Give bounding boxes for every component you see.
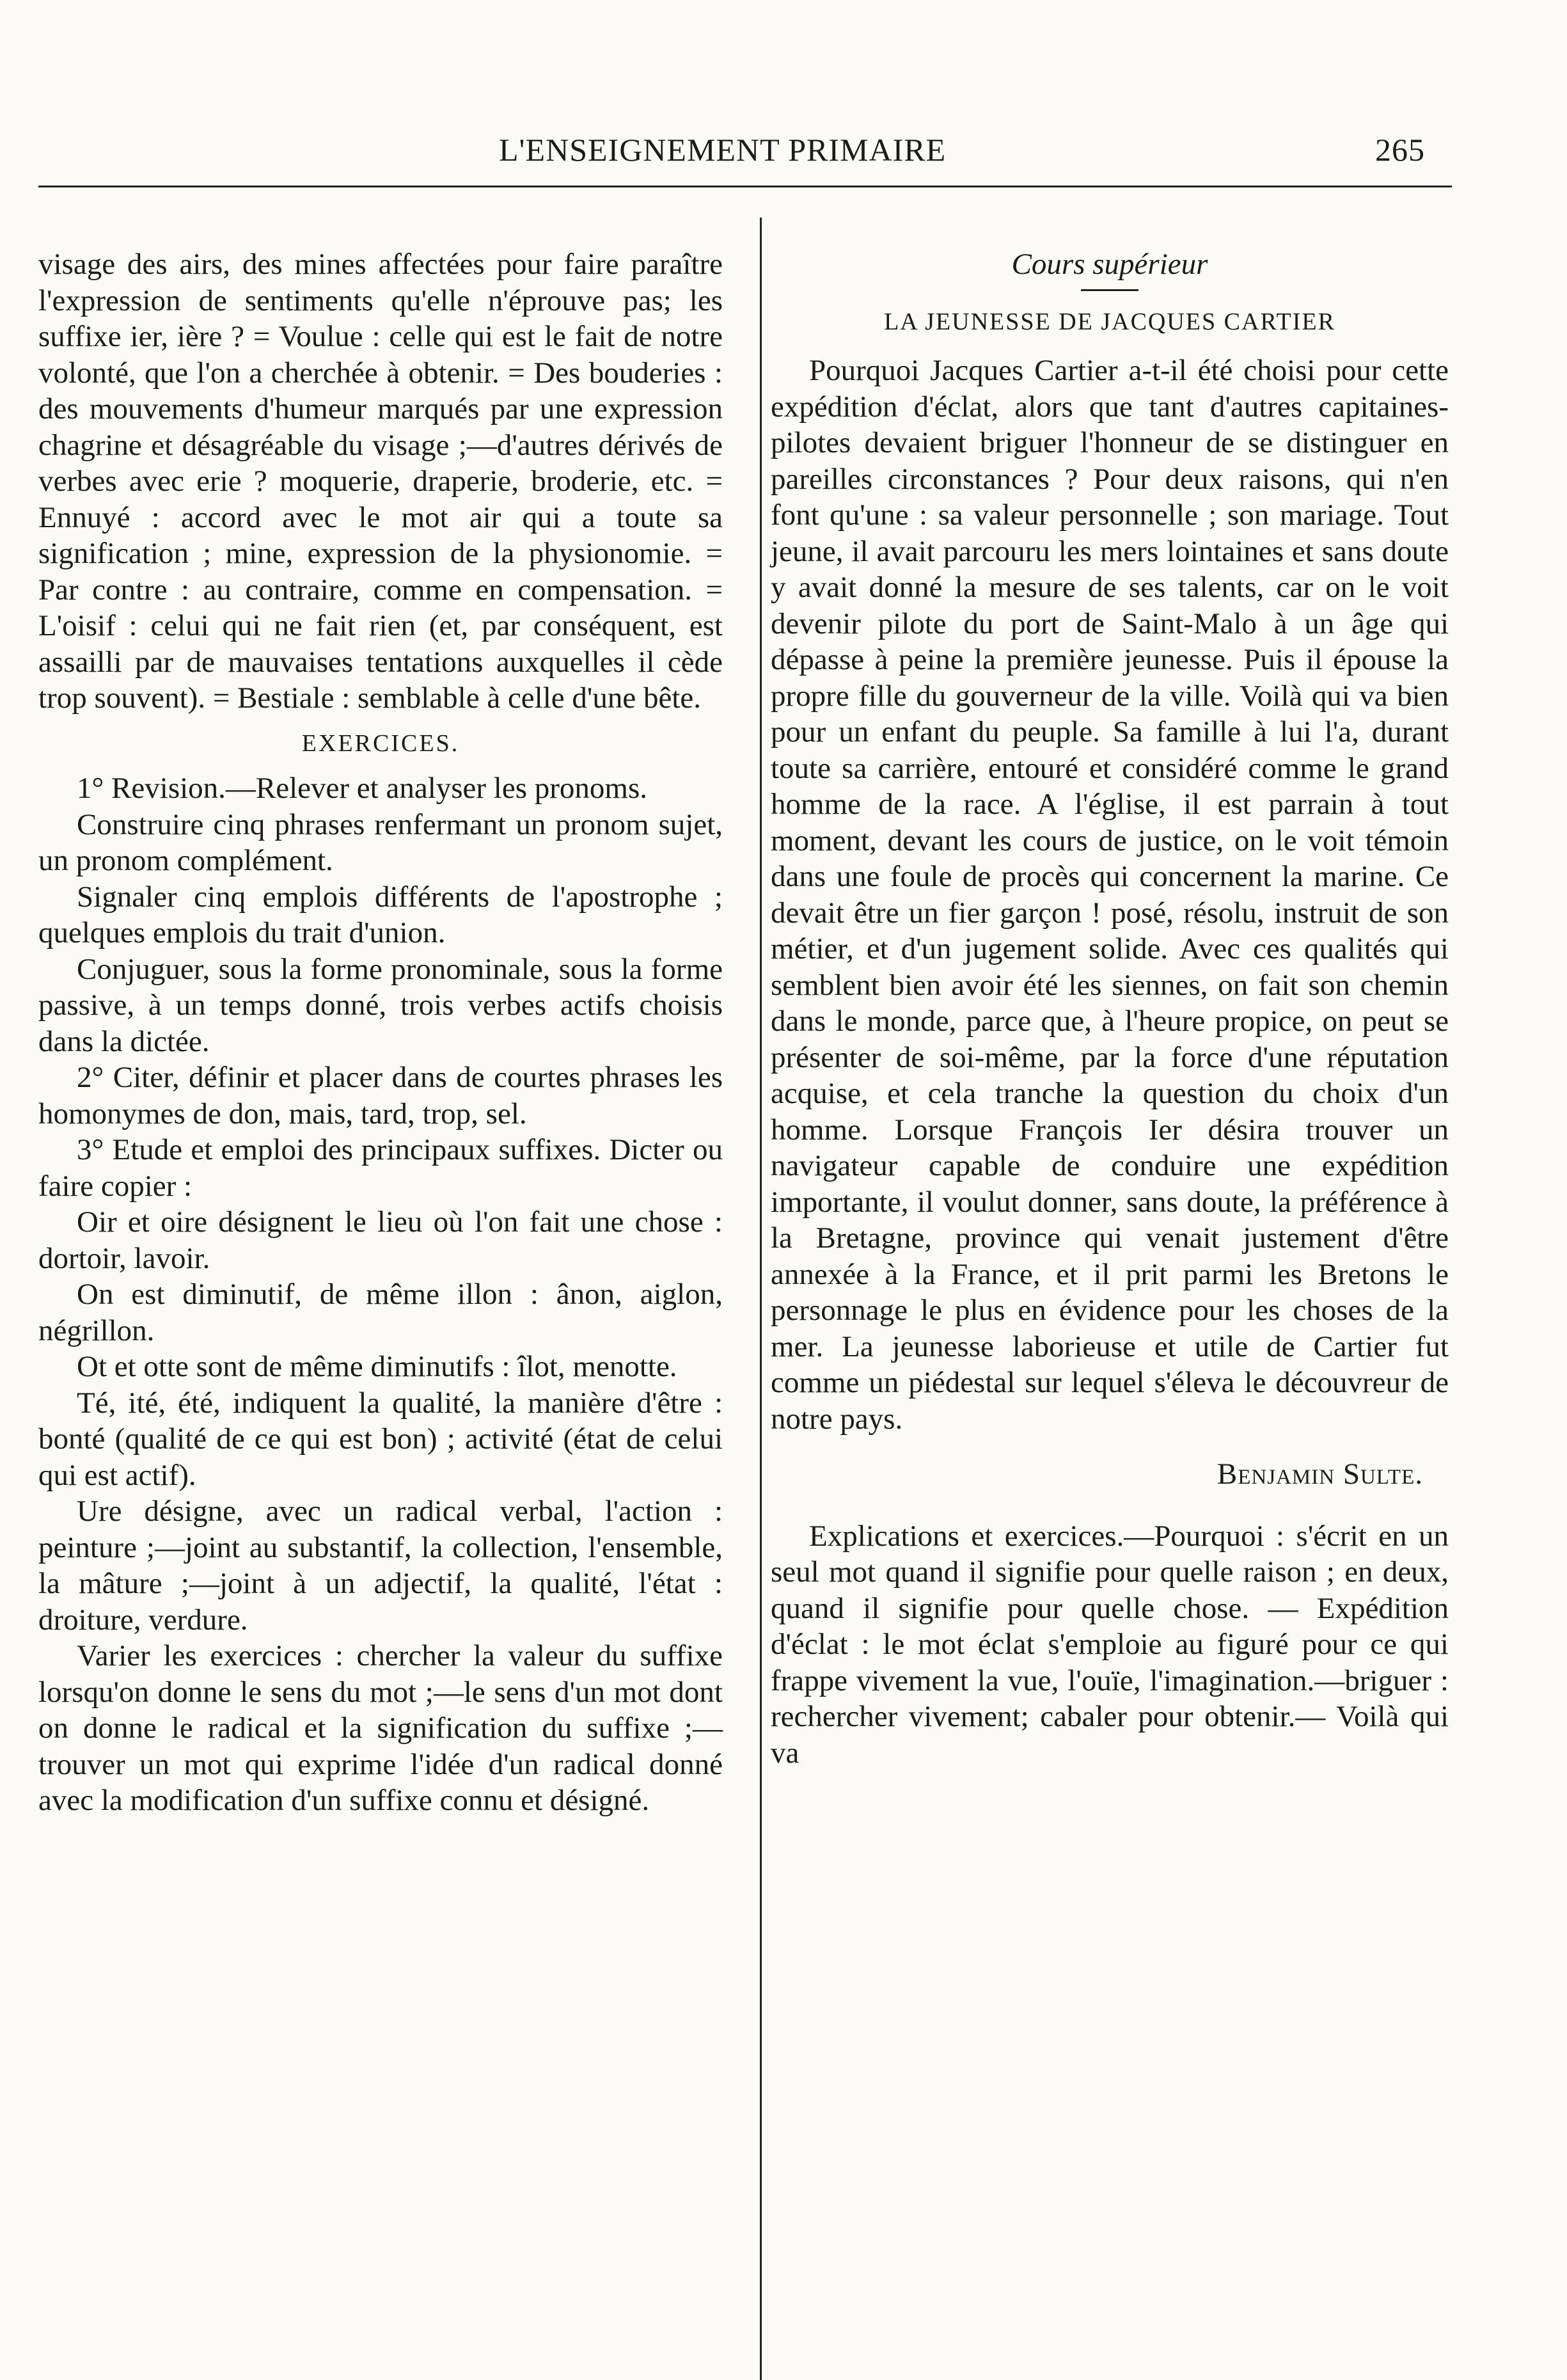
exercise-item: 1° Revision.—Relever et analyser les pronoms. (77, 772, 648, 805)
exercise-item: Oir et oire désignent le lieu où l'on fait une chose : dortoir, lavoir. (38, 1205, 723, 1275)
running-header (0, 131, 1567, 176)
column-divider (760, 218, 762, 2380)
journal-title: L'ENSEIGNEMENT PRIMAIRE (499, 132, 947, 168)
section-subtitle: Cours supérieur (1011, 248, 1208, 281)
exercise-item: On est diminutif, de même illon : ânon, aiglon, négrillon. (38, 1278, 723, 1347)
exercise-item: Construire cinq phrases renfermant un pronom sujet, un pronom complément. (38, 807, 723, 877)
glossary-paragraph: visage des airs, des mines affectées pour faire paraître l'expression de sentiments qu'elle n'éprouve pas; les suffixe ier, ière ? = Voulue : celle qui est le fait de notre volonté, que l'on a cherchée à obtenir. = Des bouderies : des mouvements d'humeur marqués par une expression chagrine et désagréable du visage ;—d'autres dérivés de verbes avec erie ? moquerie, draperie, broderie, etc. = Ennuyé : accord avec le mot air qui a toute sa signification ; mine, expression de la physionomie. = Par contre : au contraire, comme en compensation. = L'oisif : celui qui ne fait rien (et, par conséquent, est assailli par de mauvaises tentations auxquelles il cède trop souvent). = Bestiale : semblable à celle d'une bête. (38, 248, 723, 715)
article-body: Pourquoi Jacques Cartier a-t-il été choisi pour cette expédition d'éclat, alors que tant d'autres capitaines-pilotes devaient briguer l'honneur de se distinguer en pareilles circonstances ? Pour deux raisons, qui n'en font qu'une : sa valeur personnelle ; son mariage. Tout jeune, il avait parcouru les mers lointaines et sans doute y avait donné la mesure de ses talents, car on le voit devenir pilote du port de Saint-Malo à un âge qui dépasse à peine la première jeunesse. Puis il épouse la propre fille du gouverneur de la ville. Voilà qui va bien pour un enfant du peuple. Sa famille à lui l'a, durant toute sa carrière, entouré et considéré comme le grand homme de la race. A l'église, il est parrain à tout moment, devant les cours de justice, on le voit témoin dans une foule de procès qui concernent la marine. Ce devait être un fier garçon ! posé, résolu, instruit de son métier, et d'un jugement solide. Avec ces qualités qui semblent bien avoir été les siennes, on fait son chemin dans le monde, parce que, à l'heure propice, on peut se présenter de soi-même, par la force d'une réputation acquise, et cela tranche la question du choix d'un homme. Lorsque François Ier désira trouver un navigateur capable de conduire une expédition importante, il voulut donner, sans doute, la préférence à la Bretagne, province qui venait justement d'être annexée à la France, et il prit parmi les Bretons le personnage le plus en évidence pour les choses de la mer. La jeunesse laborieuse et utile de Cartier fut comme un piédestal sur lequel s'éleva le découvreur de notre pays. (771, 354, 1449, 1436)
right-column (771, 246, 1449, 1771)
exercise-item: Ot et otte sont de même diminutifs : îlot, menotte. (77, 1350, 677, 1383)
exercise-item: Conjuguer, sous la forme pronominale, sous la forme passive, à un temps donné, trois verbes actifs choisis dans la dictée. (38, 952, 723, 1058)
exercise-item: Ure désigne, avec un radical verbal, l'action : peinture ;—joint au substantif, la collection, l'ensemble, la mâture ;—joint à un adjectif, la qualité, l'état : droiture, verdure. (38, 1495, 723, 1637)
exercise-item: Signaler cinq emplois différents de l'apostrophe ; quelques emplois du trait d'union. (38, 880, 723, 949)
exercise-item: Té, ité, été, indiquent la qualité, la manière d'être : bonté (qualité de ce qui est bon) ; activité (état de celui qui est actif). (38, 1386, 723, 1492)
exercise-item: 2° Citer, définir et placer dans de courtes phrases les homonymes de don, mais, tard, trop, sel. (38, 1061, 723, 1130)
short-rule (1081, 289, 1138, 291)
left-column (38, 246, 723, 1819)
page-number: 265 (1375, 132, 1425, 168)
article-heading: LA JEUNESSE DE JACQUES CARTIER (884, 308, 1335, 335)
header-rule (38, 186, 1452, 187)
exercise-item: 3° Etude et emploi des principaux suffixes. Dicter ou faire copier : (38, 1133, 723, 1203)
explanations-paragraph: Explications et exercices.—Pourquoi : s'écrit en un seul mot quand il signifie pour quelle raison ; en deux, quand il signifie pour quelle chose. — Expédition d'éclat : le mot éclat s'emploie au figuré pour ce qui frappe vivement la vue, l'ouïe, l'imagination.—briguer : rechercher vivement; cabaler pour obtenir.— Voilà qui va (771, 1519, 1449, 1770)
exercises-heading: EXERCICES. (301, 729, 460, 757)
exercise-item: Varier les exercices : chercher la valeur du suffixe lorsqu'on donne le sens du mot ;—le sens d'un mot dont on donne le radical et la signification du suffixe ;—trouver un mot qui exprime l'idée d'un radical donné avec la modification d'un suffixe connu et désigné. (38, 1639, 723, 1817)
article-author: Benjamin Sulte. (1217, 1457, 1423, 1491)
